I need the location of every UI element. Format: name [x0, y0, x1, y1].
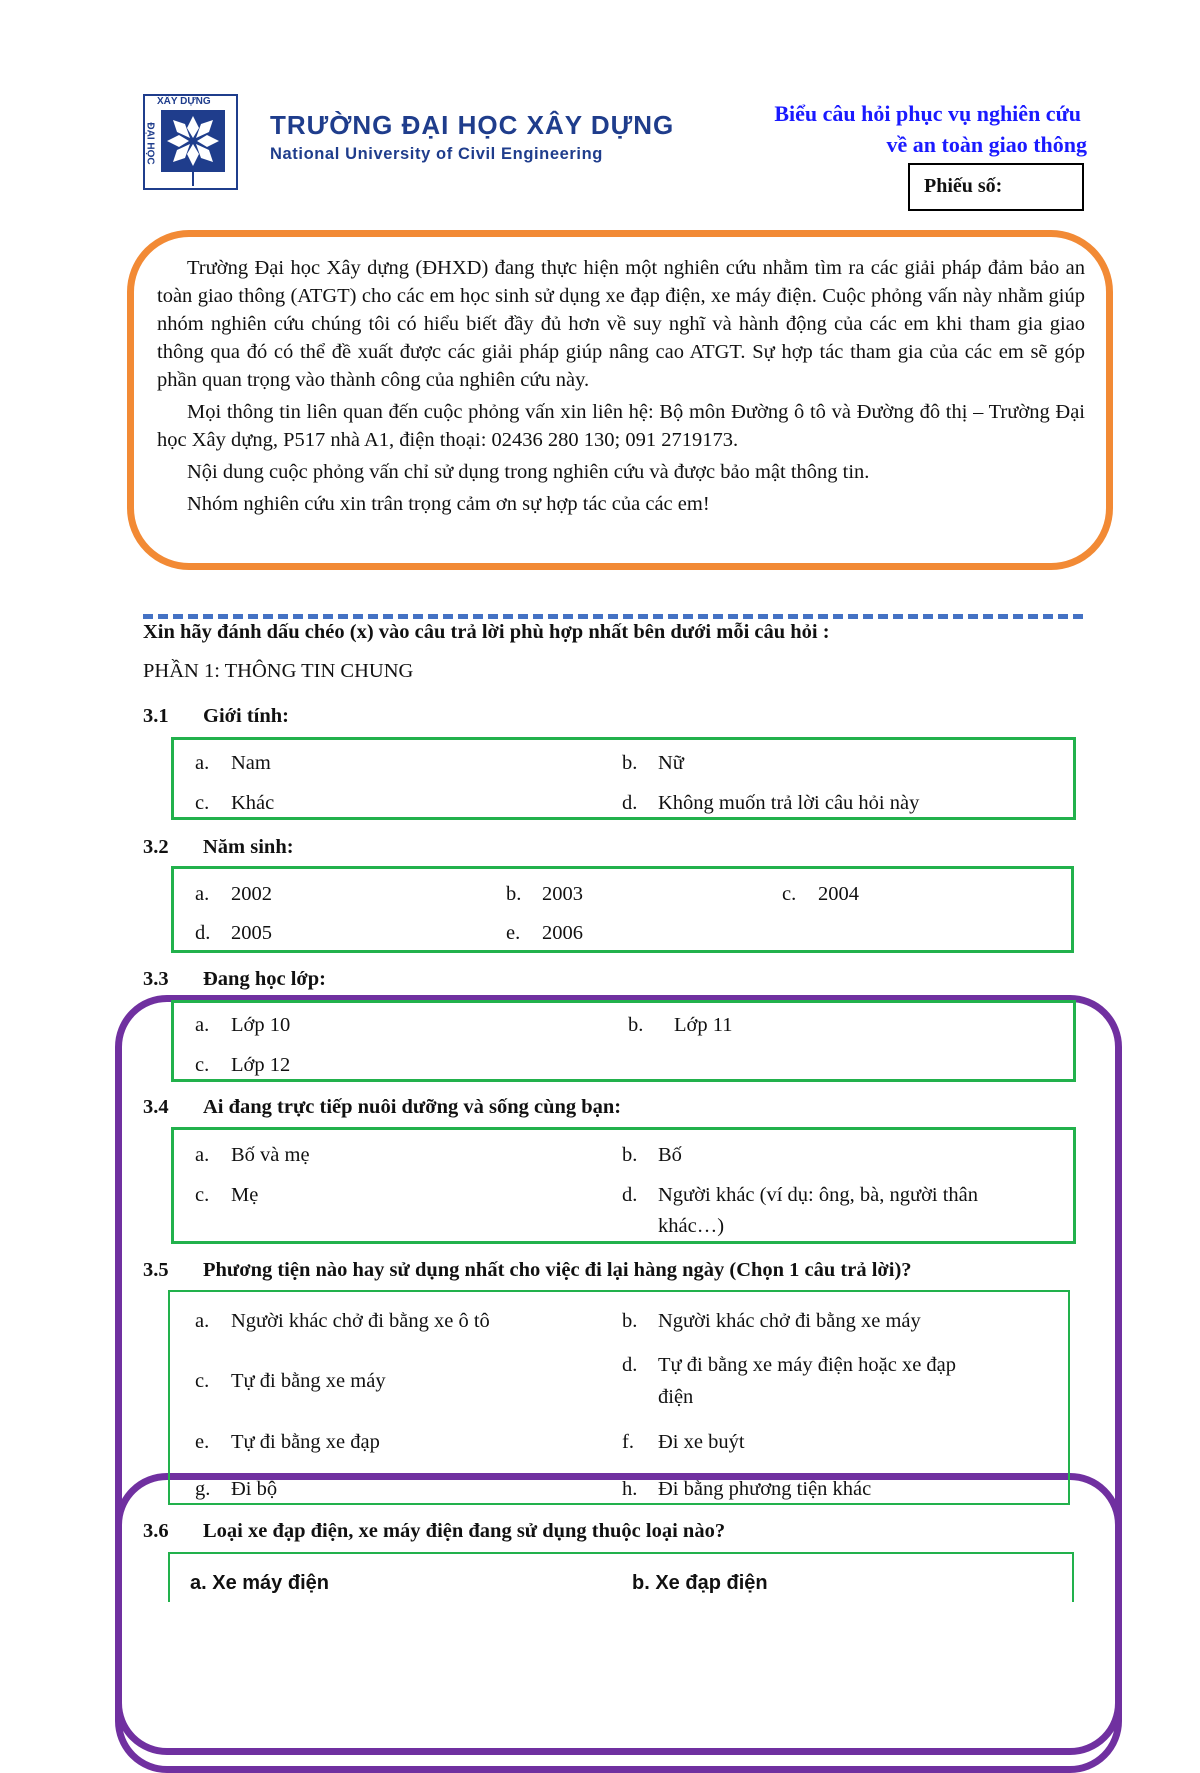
option-continuation: điện [658, 1386, 694, 1408]
question-number: 3.2 [143, 836, 169, 858]
answer-box [171, 866, 1074, 953]
option[interactable]: d. 2005 [195, 922, 272, 944]
option[interactable]: a. Bố và mẹ [195, 1144, 310, 1166]
option[interactable]: b. Người khác chở đi bằng xe máy [622, 1310, 921, 1332]
logo-side-text: ĐẠI HỌC [144, 122, 156, 165]
university-name-vn: TRƯỜNG ĐẠI HỌC XÂY DỰNG [270, 110, 675, 140]
option[interactable]: h. Đi bằng phương tiện khác [622, 1478, 872, 1500]
option[interactable]: c. Tự đi bằng xe máy [195, 1370, 386, 1392]
question-text: Năm sinh: [203, 836, 294, 858]
option[interactable]: b. Xe đạp điện [632, 1572, 768, 1594]
question-text: Ai đang trực tiếp nuôi dưỡng và sống cùng bạn: [203, 1096, 622, 1118]
option[interactable]: b. 2003 [506, 883, 583, 905]
option[interactable]: b. Bố [622, 1144, 682, 1166]
option[interactable]: d. Không muốn trả lời câu hỏi này [622, 792, 920, 814]
question-text: Phương tiện nào hay sử dụng nhất cho việc đi lại hàng ngày (Chọn 1 câu trả lời)? [203, 1259, 912, 1281]
intro-paragraph-4: Nhóm nghiên cứu xin trân trọng cảm ơn sự hợp tác của các em! [187, 493, 710, 515]
question-number: 3.3 [143, 968, 169, 990]
university-name-en: National University of Civil Engineering [270, 145, 603, 163]
form-number-box[interactable] [908, 163, 1084, 211]
logo-top-text: XÂY DỰNG [157, 96, 211, 107]
document-title [667, 98, 1087, 160]
form-number-label: Phiếu số: [924, 175, 1003, 197]
university-logo [143, 94, 238, 190]
section-divider [143, 614, 1083, 619]
question-text: Đang học lớp: [203, 968, 326, 990]
instruction-text: Xin hãy đánh dấu chéo (x) vào câu trả lời phù hợp nhất bên dưới mỗi câu hỏi : [143, 621, 830, 643]
document-title-line2: về an toàn giao thông [886, 132, 1087, 157]
option[interactable]: d. Người khác (ví dụ: ông, bà, người thân [622, 1184, 979, 1206]
option[interactable]: a. Người khác chở đi bằng xe ô tô [195, 1310, 490, 1332]
question-number: 3.1 [143, 705, 169, 727]
option[interactable]: f. Đi xe buýt [622, 1431, 745, 1453]
option[interactable]: c. Mẹ [195, 1184, 259, 1206]
option[interactable]: a. Xe máy điện [190, 1572, 329, 1594]
intro-paragraph-1: Trường Đại học Xây dựng (ĐHXD) đang thực hiện một nghiên cứu nhằm tìm ra các giải pháp đảm bảo an toàn giao thông (ATGT) cho các em học sinh sử dụng xe đạp điện, xe máy điện. Cuộc phỏng vấn này nhằm giúp nhóm nghiên cứu chúng tôi có hiểu biết đầy đủ hơn về suy nghĩ và hành động của các em khi tham gia giao thông qua đó có thể đề xuất được các giải pháp giúp nâng cao ATGT. Sự hợp tác tham gia của các em sẽ góp phần quan trọng vào thành công của nghiên cứu này. [157, 257, 1085, 391]
option-continuation: khác…) [658, 1215, 725, 1237]
option[interactable]: b. Nữ [622, 752, 684, 774]
question-number: 3.4 [143, 1096, 169, 1118]
question-number: 3.6 [143, 1520, 169, 1542]
intro-paragraph-2: Mọi thông tin liên quan đến cuộc phỏng vấn xin liên hệ: Bộ môn Đường ô tô và Đường đô thị – Trường Đại học Xây dựng, P517 nhà A1, điện thoại: 02436 280 130; 091 2719173. [157, 401, 1085, 451]
option[interactable]: b. Lớp 11 [628, 1014, 733, 1036]
option[interactable]: e. 2006 [506, 922, 583, 944]
intro-paragraph-3: Nội dung cuộc phỏng vấn chỉ sử dụng trong nghiên cứu và được bảo mật thông tin. [187, 461, 870, 483]
answer-box [171, 1000, 1076, 1082]
highlight-frame-2 [115, 1473, 1122, 1773]
question-number: 3.5 [143, 1259, 169, 1281]
question-text: Giới tính: [203, 705, 289, 727]
option[interactable]: c. Khác [195, 792, 275, 814]
option[interactable]: c. Lớp 12 [195, 1054, 291, 1076]
part-title: PHẦN 1: THÔNG TIN CHUNG [143, 660, 414, 682]
option[interactable]: e. Tự đi bằng xe đạp [195, 1431, 380, 1453]
option[interactable]: c. 2004 [782, 883, 859, 905]
document-title-line1: Biểu câu hỏi phục vụ nghiên cứu [774, 101, 1081, 126]
question-text: Loại xe đạp điện, xe máy điện đang sử dụng thuộc loại nào? [203, 1520, 726, 1542]
option[interactable]: g. Đi bộ [195, 1478, 278, 1500]
option[interactable]: a. 2002 [195, 883, 272, 905]
option[interactable]: a. Lớp 10 [195, 1014, 291, 1036]
intro-text [157, 254, 1085, 522]
option[interactable]: a. Nam [195, 752, 271, 774]
option[interactable]: d. Tự đi bằng xe máy điện hoặc xe đạp [622, 1354, 957, 1376]
